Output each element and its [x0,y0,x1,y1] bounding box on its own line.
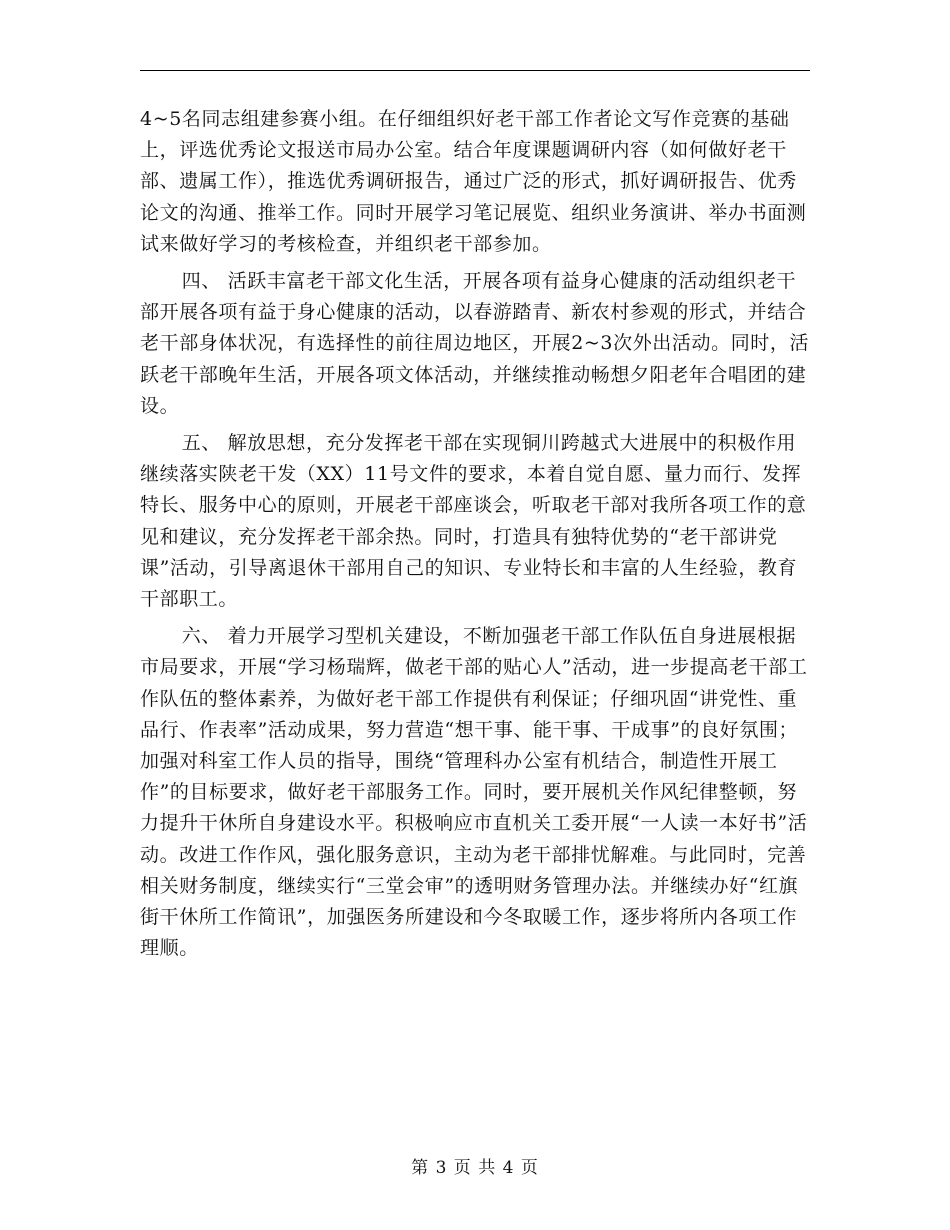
paragraph-section-5: 五、 解放思想，充分发挥老干部在实现铜川跨越式大进展中的积极作用继续落实陕老干发（XX）11号文件的要求，本着自觉自愿、量力而行、发挥特长、服务中心的原则，开展老干部座谈会，听取老干部对我所各项工作的意见和建议，充分发挥老干部余热。同时，打造具有独特优势的“老干部讲党课”活动，引导离退休干部用自己的知识、专业特长和丰富的人生经验，教育干部职工。 [140,432,807,611]
paragraph-section-6: 六、 着力开展学习型机关建设，不断加强老干部工作队伍自身进展根据市局要求，开展“学习杨瑞辉，做老干部的贴心人”活动，进一步提高老干部工作队伍的整体素养，为做好老干部工作提供有利保证；仔细巩固“讲党性、重品行、作表率”活动成果，努力营造“想干事、能干事、干成事”的良好氛围；加强对科室工作人员的指导，围绕“管理科办公室有机结合，制造性开展工作”的目标要求，做好老干部服务工作。同时，要开展机关作风纪律整顿，努力提升干休所自身建设水平。积极响应市直机关工委开展“一人读一本好书”活动。改进工作作风，强化服务意识，主动为老干部排忧解难。与此同时，完善相关财务制度，继续实行“三堂会审”的透明财务管理办法。并继续办好“红旗街干休所工作简讯”，加强医务所建设和今冬取暖工作，逐步将所内各项工作理顺。 [140,625,808,960]
header-rule [140,70,810,71]
paragraph-continuation: 4~5名同志组建参赛小组。在仔细组织好老干部工作者论文写作竞赛的基础上，评选优秀论文报送市局办公室。结合年度课题调研内容（如何做好老干部、遗属工作），推选优秀调研报告，通过广泛的形式，抓好调研报告、优秀论文的沟通、推举工作。同时开展学习笔记展览、组织业务演讲、举办书面测试来做好学习的考核检查，并组织老干部参加。 [140,108,807,255]
page-number: 第 3 页 共 4 页 [411,1158,539,1178]
paragraph-section-4: 四、 活跃丰富老干部文化生活，开展各项有益身心健康的活动组织老干部开展各项有益于身心健康的活动，以春游踏青、新农村参观的形式，并结合老干部身体状况，有选择性的前往周边地区，开展2~3次外出活动。同时，活跃老干部晚年生活，开展各项文体活动，并继续推动畅想夕阳老年合唱团的建设。 [140,270,810,417]
document-body [140,104,810,964]
